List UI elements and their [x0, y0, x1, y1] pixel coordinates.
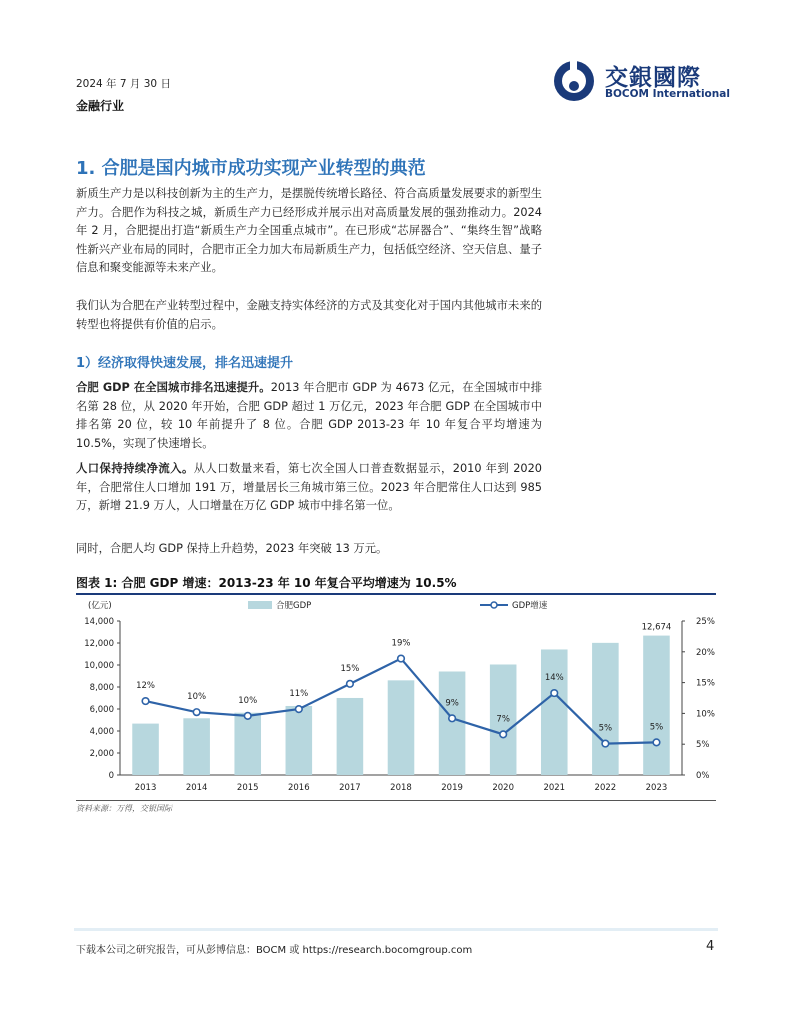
gdp-bar — [439, 672, 466, 775]
x-axis-tick-label: 2013 — [134, 783, 157, 793]
gdp-growth-point — [347, 681, 354, 688]
left-axis-unit: (亿元) — [88, 601, 112, 611]
left-axis-tick-label: 8,000 — [89, 683, 114, 693]
legend-bar-swatch — [248, 601, 272, 609]
gdp-growth-point — [653, 739, 660, 746]
gdp-bar — [643, 636, 670, 775]
gdp-bar — [388, 680, 415, 775]
x-axis-tick-label: 2014 — [185, 783, 208, 793]
x-axis-tick-label: 2017 — [339, 783, 361, 793]
left-axis-tick-label: 10,000 — [84, 661, 114, 671]
section-title: 1. 合肥是国内城市成功实现产业转型的典范 — [76, 158, 426, 179]
gdp-growth-label: 14% — [544, 673, 564, 684]
paragraph-body: 从人口数量来看，第七次全国人口普查数据显示，2010 年到 2020 年，合肥常住人口增加 191 万，增量居长三角城市第三位。2023 年合肥常住人口达到 985 万，新增 21.9 万人，人口增量在万亿 GDP 城市中排名第一位。 — [76, 462, 542, 512]
gdp-growth-label: 11% — [289, 689, 309, 700]
right-axis-tick-label: 10% — [696, 709, 715, 720]
gdp-growth-label: 19% — [391, 638, 411, 649]
gdp-bar — [286, 706, 313, 775]
logo-text-cn: 交銀國際 — [605, 65, 701, 91]
legend-line-label: GDP增速 — [512, 601, 548, 611]
gdp-bar — [541, 649, 568, 775]
gdp-growth-label: 9% — [445, 698, 459, 709]
page-number: 4 — [706, 939, 715, 954]
x-axis-tick-label: 2020 — [492, 783, 515, 793]
legend-bar-label: 合肥GDP — [276, 601, 312, 611]
logo-text-en: BOCOM International — [605, 88, 730, 100]
gdp-bar — [592, 643, 619, 775]
x-axis-tick-label: 2018 — [390, 783, 412, 793]
paragraph-gdp-ranking — [76, 379, 542, 453]
industry-label: 金融行业 — [76, 99, 125, 113]
gdp-growth-label: 5% — [649, 722, 664, 733]
source-note: 资料来源：万得，交银国际 — [76, 804, 172, 813]
x-axis-tick-label: 2023 — [645, 783, 668, 793]
report-date: 2024 年 7 月 30 日 — [76, 78, 171, 90]
right-axis-tick-label: 15% — [696, 678, 715, 689]
left-axis-tick-label: 6,000 — [89, 705, 114, 715]
gdp-growth-point — [551, 690, 558, 697]
x-axis-tick-label: 2022 — [594, 783, 617, 793]
footer-text: 下载本公司之研究报告，可从彭博信息：BOCM 或 https://research.bocomgroup.com — [76, 945, 473, 956]
figure-top-rule — [76, 593, 716, 595]
gdp-bar — [132, 724, 159, 775]
paragraph-per-capita: 同时，合肥人均 GDP 保持上升趋势，2023 年突破 13 万元。 — [76, 542, 388, 555]
gdp-growth-label: 12% — [136, 681, 155, 692]
gdp-growth-point — [602, 740, 609, 747]
gdp-bar — [337, 698, 364, 775]
gdp-growth-label: 5% — [598, 723, 613, 734]
gdp-growth-point — [193, 709, 200, 716]
figure-title: 图表 1: 合肥 GDP 增速：2013-23 年 10 年复合平均增速为 10.5% — [76, 576, 457, 590]
gdp-growth-label: 7% — [496, 714, 510, 725]
paragraph-view: 我们认为合肥在产业转型过程中，金融支持实体经济的方式及其变化对于国内其他城市未来的转型也将提供有价值的启示。 — [76, 299, 542, 331]
left-axis-tick-label: 14,000 — [84, 617, 114, 627]
left-axis-tick-label: 12,000 — [84, 639, 114, 649]
paragraph-body: 2013 年合肥市 GDP 为 4673 亿元，在全国城市中排名第 28 位，从 2020 年开始，合肥 GDP 超过 1 万亿元，2023 年合肥 GDP 在全国城市中排名第 20 位，较 10 年前提升了 8 位。合肥 GDP 2013-23 年 10 年复合平均增速为 10.5%，实现了快速增长。 — [76, 381, 542, 450]
gdp-bar — [183, 718, 210, 775]
paragraph-lead: 合肥 GDP 在全国城市排名迅速提升。 — [76, 381, 271, 394]
gdp-bar — [234, 713, 261, 775]
paragraph-intro: 新质生产力是以科技创新为主的生产力，是摆脱传统增长路径、符合高质量发展要求的新型生产力。合肥作为科技之城，新质生产力已经形成并展示出对高质量发展的强劲推动力。2024 年 2 月，合肥提出打造“新质生产力全国重点城市”。在已形成“芯屏器合”、“集终生智”战略性新兴产业布局的同时，合肥市正全力加大布局新质生产力，包括低空经济、空天信息、量子信息和聚变能源等未来产业。 — [76, 187, 542, 274]
gdp-bar-label: 12,674 — [641, 622, 672, 633]
legend-line-marker — [491, 602, 497, 608]
right-axis-tick-label: 25% — [696, 617, 715, 627]
left-axis-tick-label: 4,000 — [89, 727, 114, 737]
left-axis-tick-label: 2,000 — [89, 749, 114, 759]
x-axis-tick-label: 2019 — [441, 783, 463, 793]
left-axis-tick-label: 0 — [108, 771, 114, 781]
gdp-growth-label: 10% — [187, 692, 207, 703]
paragraph-lead: 人口保持持续净流入。 — [76, 462, 194, 475]
x-axis-tick-label: 2015 — [236, 783, 259, 793]
right-axis-tick-label: 20% — [696, 647, 715, 658]
gdp-chart — [60, 596, 720, 802]
figure-bottom-rule — [76, 800, 716, 801]
x-axis-tick-label: 2021 — [543, 783, 566, 793]
gdp-growth-point — [142, 698, 149, 705]
gdp-growth-label: 15% — [340, 663, 360, 674]
gdp-growth-point — [500, 731, 507, 738]
gdp-growth-point — [449, 715, 456, 722]
gdp-growth-point — [398, 655, 405, 662]
gdp-growth-label: 10% — [238, 695, 258, 706]
footer-divider — [74, 928, 718, 931]
x-axis-tick-label: 2016 — [287, 783, 310, 793]
paragraph-population — [76, 460, 542, 516]
gdp-growth-point — [244, 713, 251, 720]
right-axis-tick-label: 0% — [696, 771, 710, 781]
right-axis-tick-label: 5% — [696, 740, 710, 751]
subsection-title: 1）经济取得快速发展，排名迅速提升 — [76, 356, 294, 371]
gdp-growth-point — [296, 706, 303, 713]
